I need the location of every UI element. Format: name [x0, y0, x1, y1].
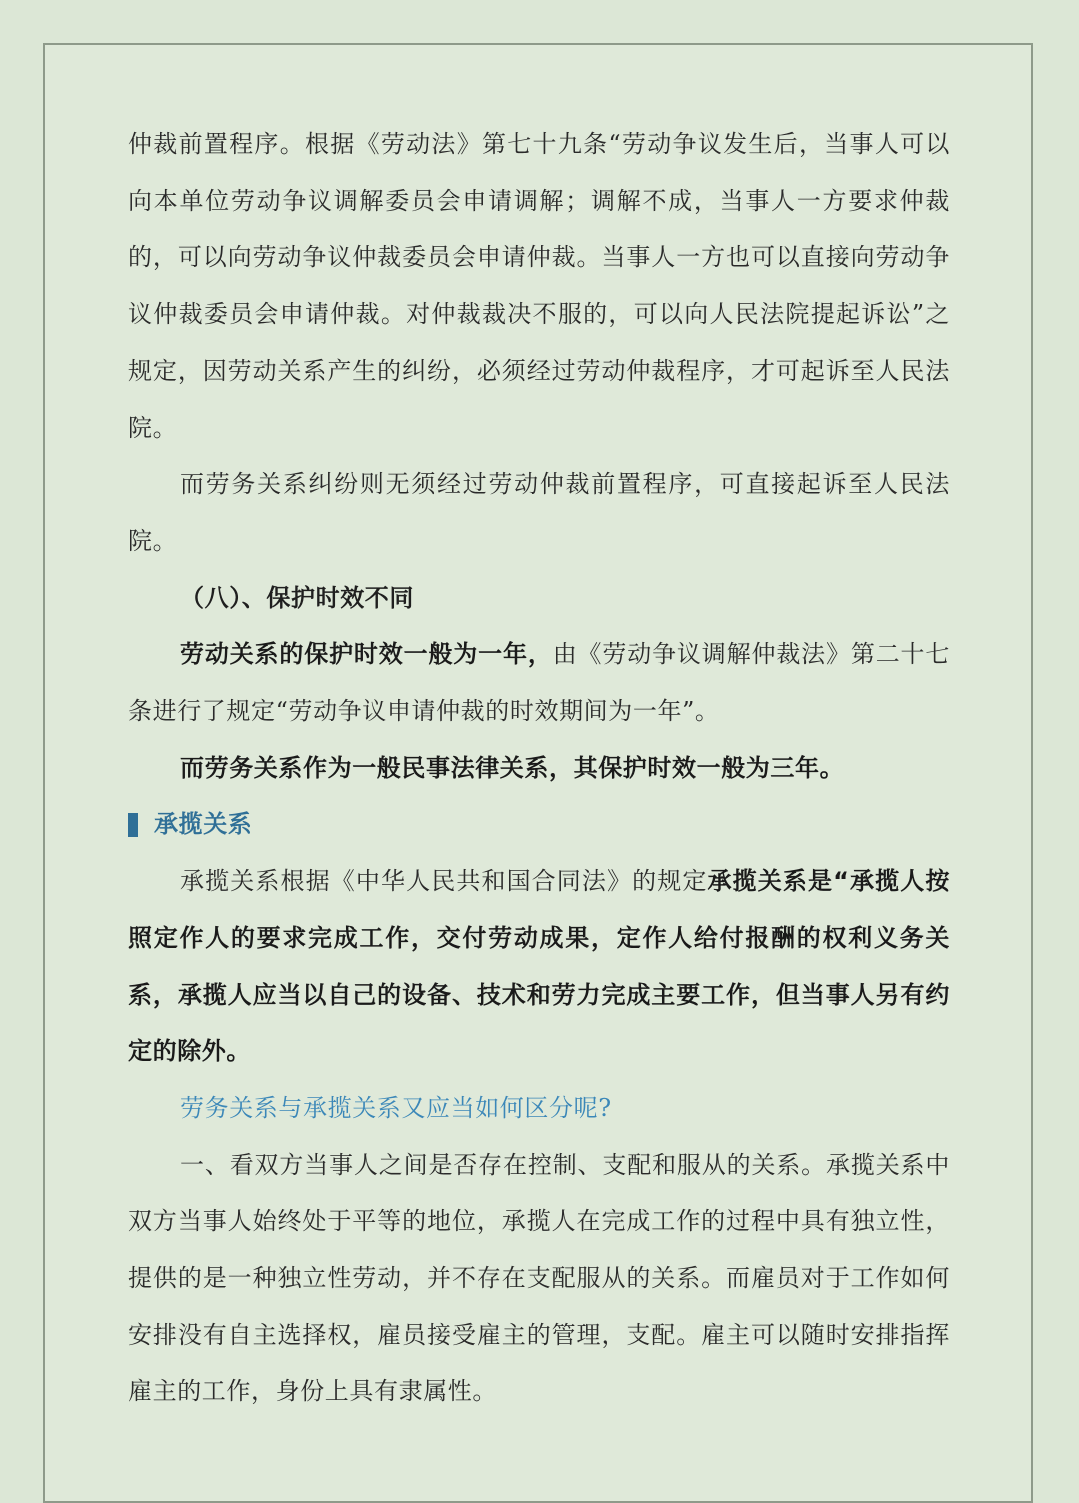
sub-heading-protection-period: （八）、保护时效不同: [180, 583, 414, 612]
paragraph-labor-service-dispute: 而劳务关系纠纷则无须经过劳动仲裁前置程序，可直接起诉至人民法院。: [128, 470, 950, 555]
paragraph-contracting-definition: [128, 853, 950, 1080]
paragraph-labor-relation-period: [128, 626, 950, 739]
bold-text-labor-period: 劳动关系的保护时效一般为一年，: [180, 640, 553, 669]
section-heading-label: 承揽关系: [154, 810, 253, 839]
text-arbitration-law: 由《劳动争议调解仲裁法》第二十七条进行了规定“劳动争议申请仲裁的时效期间为一年”。: [128, 640, 950, 726]
heading-bar-icon: [128, 813, 138, 837]
section-heading-contracting: [128, 796, 950, 853]
paragraph-labor-service-period: 而劳务关系作为一般民事法律关系，其保护时效一般为三年。: [180, 753, 845, 782]
paragraph-arbitration-procedure: 仲裁前置程序。根据《劳动法》第七十九条“劳动争议发生后，当事人可以向本单位劳动争议调解委员会申请调解；调解不成，当事人一方要求仲裁的，可以向劳动争议仲裁委员会申请仲裁。当事人一方也可以直接向劳动争议仲裁委员会申请仲裁。对仲裁裁决不服的，可以向人民法院提起诉讼”之规定，因劳动关系产生的纠纷，必须经过劳动仲裁程序，才可起诉至人民法院。: [128, 130, 950, 442]
bold-text-contracting-definition: 承揽关系是“承揽人按照定作人的要求完成工作，交付劳动成果，定作人给付报酬的权利义务关系，承揽人应当以自己的设备、技术和劳力完成主要工作，但当事人另有约定的除外。: [128, 867, 950, 1066]
paragraph-control-relationship: 一、看双方当事人之间是否存在控制、支配和服从的关系。承揽关系中双方当事人始终处于平等的地位，承揽人在完成工作的过程中具有独立性，提供的是一种独立性劳动，并不存在支配服从的关系。而雇员对于工作如何安排没有自主选择权，雇员接受雇主的管理，支配。雇主可以随时安排指挥雇主的工作，身份上具有隶属性。: [128, 1150, 950, 1406]
question-heading: 劳务关系与承揽关系又应当如何区分呢?: [180, 1093, 612, 1122]
document-body: [128, 116, 950, 1420]
text-contract-law: 承揽关系根据《中华人民共和国合同法》的规定: [180, 867, 708, 896]
